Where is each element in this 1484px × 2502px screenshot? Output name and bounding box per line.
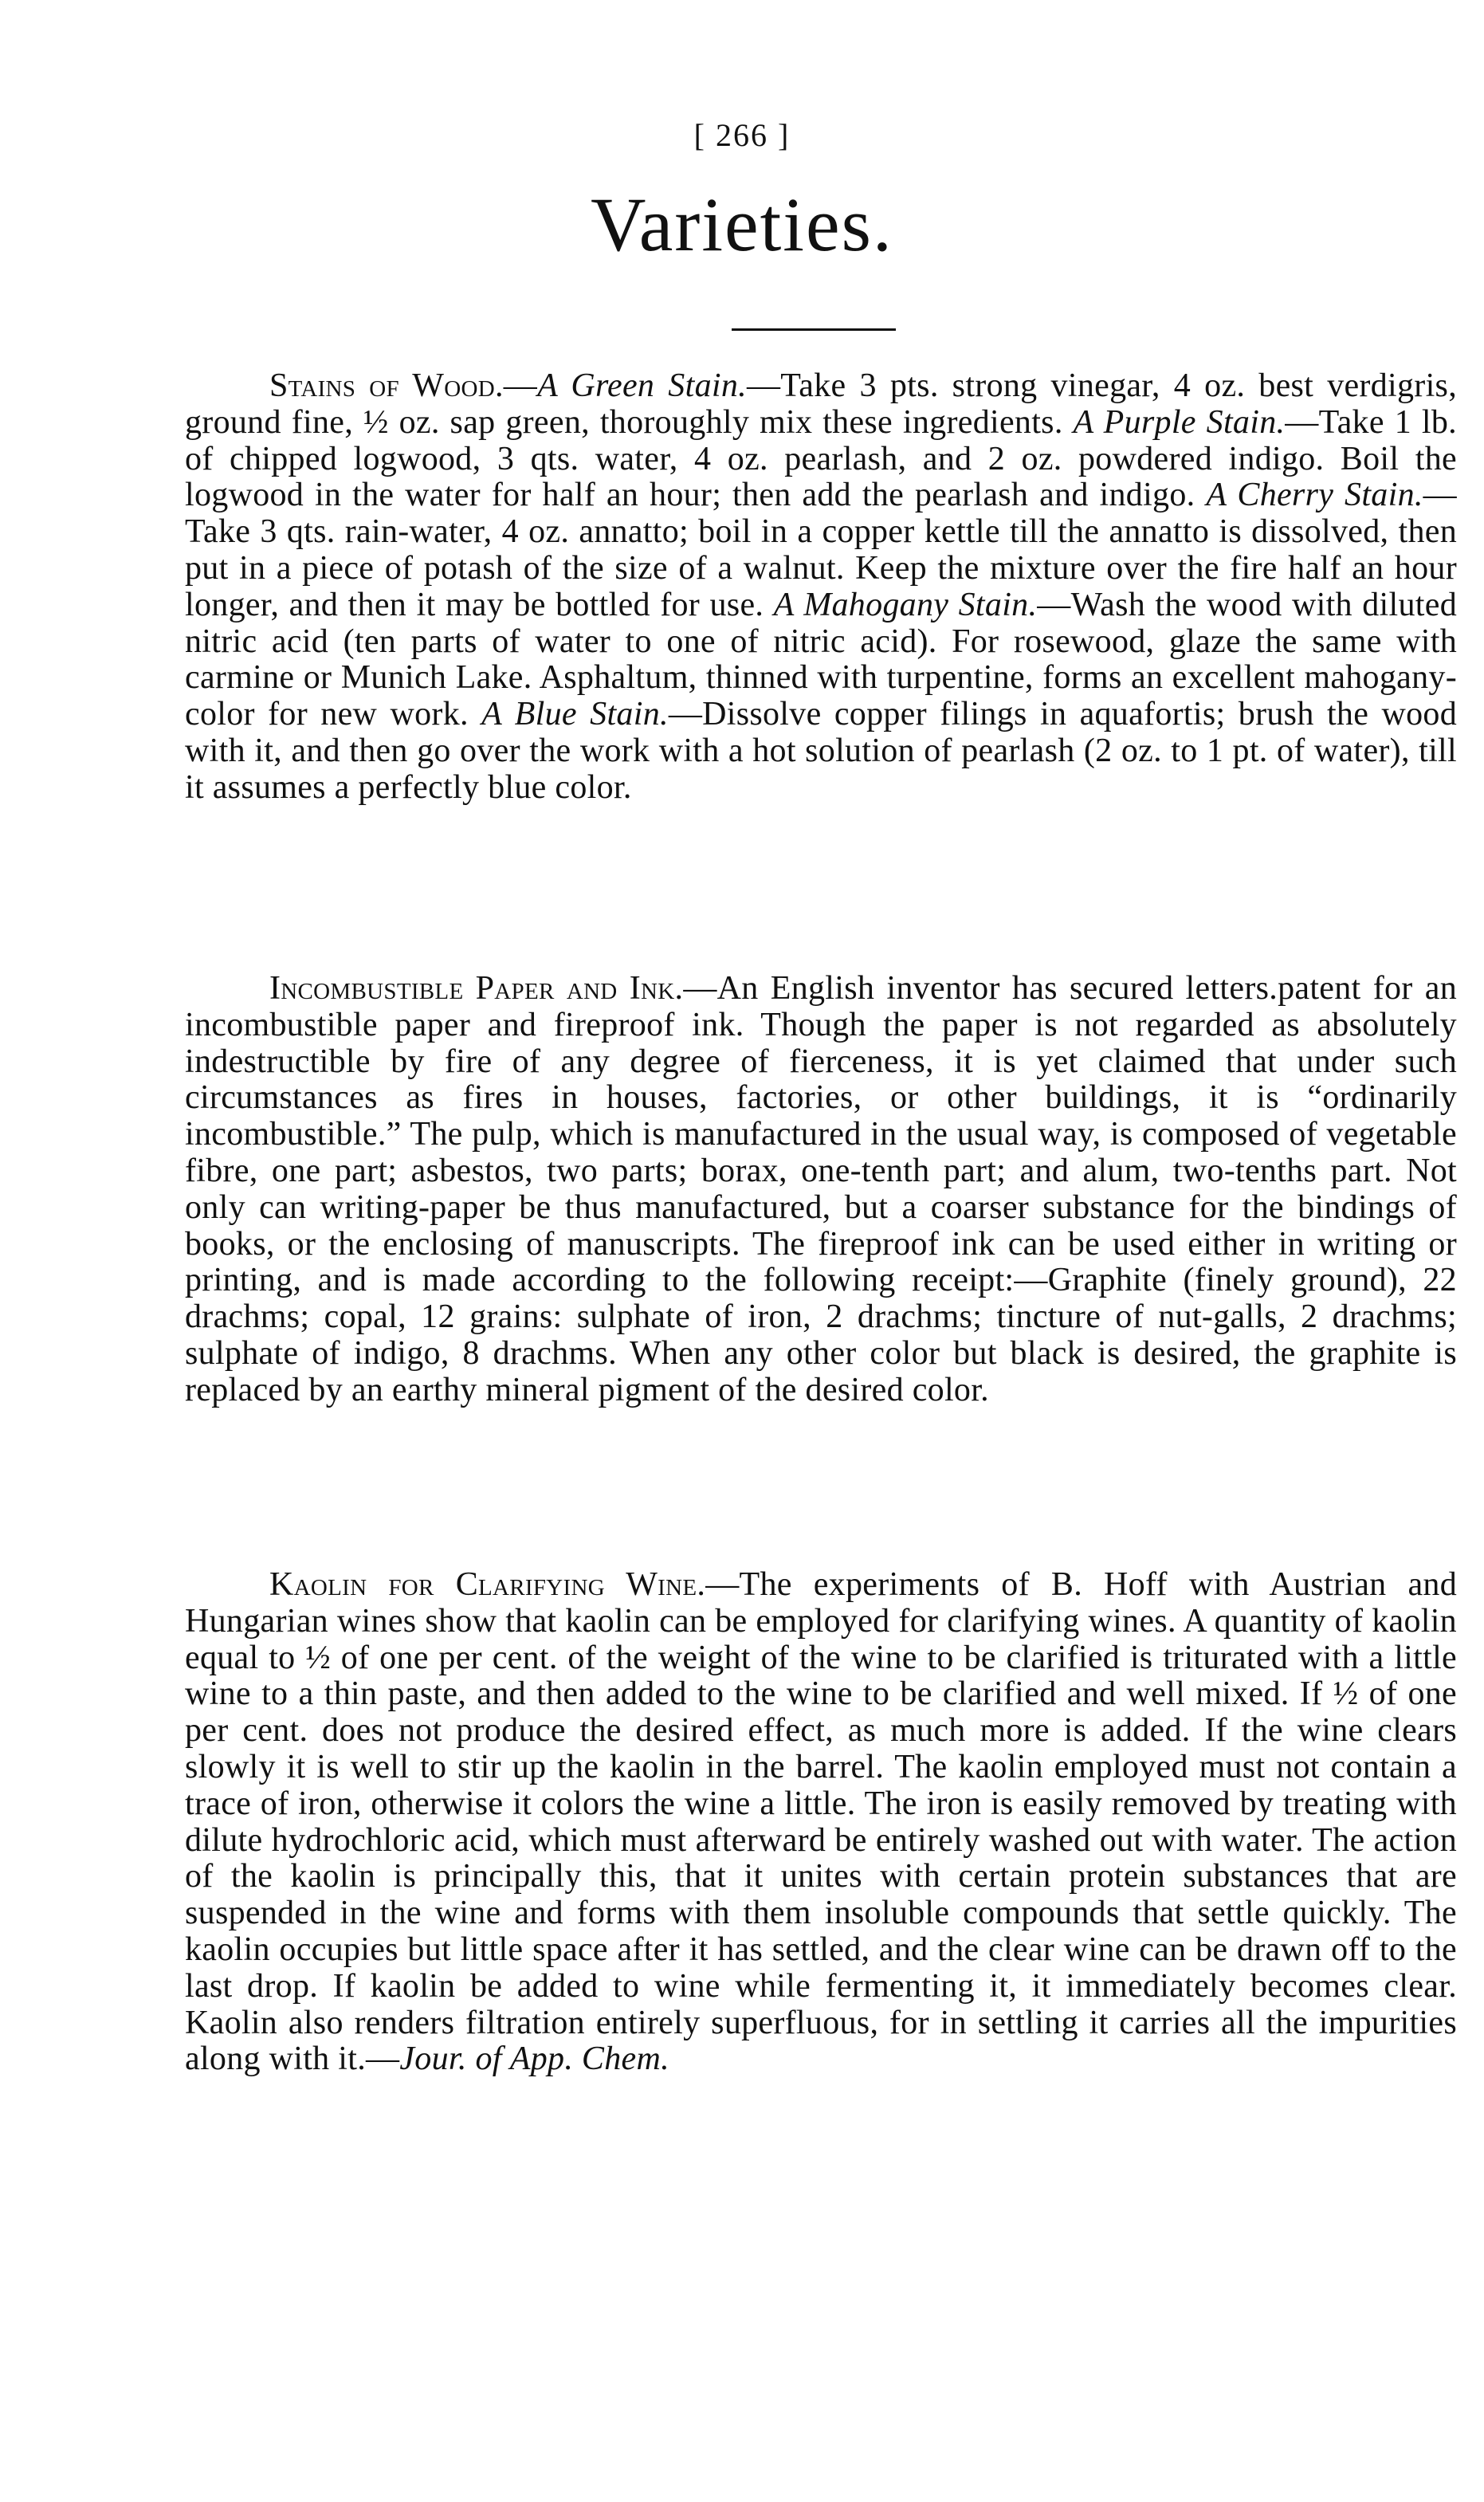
- italic-phrase: Jour. of App. Chem.: [399, 2040, 669, 2078]
- article-body: [185, 970, 1457, 1408]
- article-body: [185, 367, 1457, 806]
- page-title: Varieties.: [591, 182, 893, 267]
- italic-phrase: A Purple Stain.: [1073, 403, 1286, 441]
- italic-phrase: A Green Stain.: [537, 367, 747, 404]
- page-number: [ 266 ]: [693, 117, 791, 153]
- article-incombustible-paper: [185, 971, 1457, 1409]
- body-text: —The experiments of B. Hoff with Austrian and Hungarian wines show that kaolin can be employed for clarifying wines. A quantity of kaolin equal to ½ of one per cent. of the weight of the wine to be clarified is triturated with a little wine to a thin paste, and then added to the wine to be clarified and well mixed. If ½ of one per cent. does not produce the desired effect, as much more is added. If the wine clears slowly it is well to stir up the kaolin in the barrel. The kaolin employed must not contain a trace of iron, otherwise it colors the wine a little. The iron is easily removed by treating with dilute hydrochloric acid, which must afterward be entirely washed out with water. The action of the kaolin is principally this, that it unites with certain protein substances that are suspended in the wine and forms with them insoluble compounds that settle quickly. The kaolin occupies but little space after it has settled, and the clear wine can be drawn off to the last drop. If kaolin be added to wine while fermenting it, it immediately becomes clear. Kaolin also renders filtration entirely superfluous, for in settling it carries all the impurities along with it.—: [185, 1566, 1457, 2078]
- body-text: —Take 3 pts. strong vinegar, 4 oz. best verdigris, ground fine, ½ oz. sap green, thoroughly mix these ingredients.: [185, 367, 1457, 441]
- body-text: —Dissolve copper filings in aquafortis; brush the wood with it, and then go over the work with a hot solution of pearlash (2 oz. to 1 pt. of water), till it assumes a perfectly blue color.: [185, 696, 1458, 806]
- italic-phrase: A Cherry Stain.: [1206, 477, 1423, 514]
- title-rule-divider: [732, 328, 896, 331]
- article-heading: Stains of Wood.: [269, 367, 504, 404]
- article-paragraph: [185, 1567, 1457, 2078]
- italic-phrase: A Blue Stain.: [481, 696, 669, 733]
- article-kaolin-clarifying-wine: [185, 1567, 1457, 2078]
- article-paragraph: [185, 971, 1457, 1409]
- body-text: —An English inventor has secured letters.patent for an incombustible paper and fireproof ink. Though the paper is not regarded as absolutely indestructible by fire of any degree of fierceness, it is yet claimed that under such circumstances as fires in houses, factories, or other buildings, it is “ordinarily incombustible.” The pulp, which is manufactured in the usual way, is composed of vegetable fibre, one part; asbestos, two parts; borax, one-tenth part; and alum, two-tenths part. Not only can writing-paper be thus manufactured, but a coarser substance for the bindings of books, or the enclosing of manuscripts. The fireproof ink can be used either in writing or printing, and is made according to the following receipt:—Graphite (finely ground), 22 drachms; copal, 12 grains: sulphate of iron, 2 drachms; tincture of nut-galls, 2 drachms; sulphate of indigo, 8 drachms. When any other color but black is desired, the graphite is replaced by an earthy mineral pigment of the desired color.: [185, 970, 1457, 1408]
- article-paragraph: [185, 368, 1457, 807]
- article-body: [185, 1566, 1457, 2077]
- article-stains-of-wood: [185, 368, 1457, 807]
- body-text: —Take 3 qts. rain-water, 4 oz. annatto; boil in a copper kettle till the annatto is dissolved, then put in a piece of potash of the size of a walnut. Keep the mixture over the fire half an hour longer, and then it may be bottled for use.: [185, 477, 1457, 623]
- article-heading: Kaolin for Clarifying Wine.: [269, 1566, 706, 1603]
- body-text: —Wash the wood with diluted nitric acid (ten parts of water to one of nitric acid). For rosewood, glaze the same with carmine or Munich Lake. Asphaltum, thinned with turpentine, forms an excellent mahogany-color for new work.: [185, 586, 1457, 733]
- article-heading: Incombustible Paper and Ink.: [269, 970, 684, 1007]
- body-text: —: [503, 367, 538, 404]
- body-text: —Take 1 lb. of chipped logwood, 3 qts. water, 4 oz. pearlash, and 2 oz. powdered indigo. Boil the logwood in the water for half an hour; then add the pearlash and indigo.: [185, 403, 1457, 514]
- italic-phrase: A Mahogany Stain.: [773, 586, 1038, 623]
